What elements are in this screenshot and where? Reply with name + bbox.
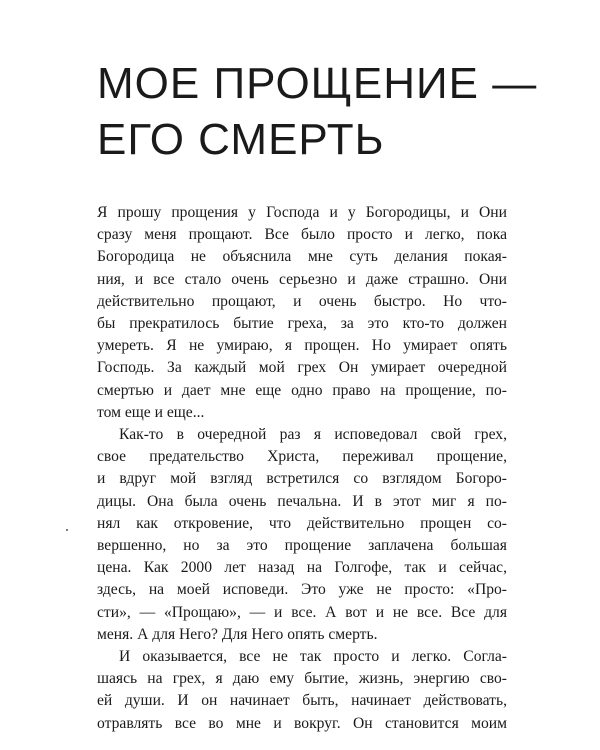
text-line: смертью и дает мне еще одно право на прощение, по- (97, 381, 507, 399)
text-line: и вдруг мой взгляд встретился со взглядом Богоро- (97, 470, 507, 488)
text-line: Богородица не объяснила мне суть делания покая- (97, 248, 507, 266)
text-line: том еще и еще... (97, 403, 205, 421)
text-line: шаясь на грех, я даю ему бытие, жизнь, энергию сво- (97, 670, 507, 688)
text-line: Господь. За каждый мой грех Он умирает очередной (97, 359, 507, 377)
text-line: вершенно, но за это прощение заплачена большая (97, 537, 507, 555)
text-line: умереть. Я не умираю, я прощен. Но умирает опять (97, 337, 507, 355)
text-line: нял как откровение, что действительно прощен со- (97, 514, 507, 532)
text-line: отравлять все во мне и вокруг. Он становится моим (97, 714, 507, 732)
text-line: Я прошу прощения у Господа и у Богородицы, и Они (97, 204, 507, 221)
chapter-title-line: ЕГО СМЕРТЬ (97, 115, 385, 164)
scan-speck (66, 529, 68, 531)
text-line: свое предательство Христа, переживал прощение, (97, 448, 507, 466)
text-line: действительно прощают, и очень быстро. Но что- (97, 292, 507, 310)
text-line: здесь, на моей исповеди. Это уже не просто: «Про- (97, 581, 507, 599)
text-line: цена. Как 2000 лет назад на Голгофе, так и сейчас, (97, 559, 507, 577)
text-line: меня. А для Него? Для Него опять смерть. (97, 625, 378, 643)
text-line: сти», — «Прощаю», — и все. А вот и не все. Все для (97, 603, 507, 621)
text-line: дицы. Она была очень печальна. И в этот миг я по- (97, 492, 507, 510)
text-line: ей души. И он начинает быть, начинает действовать, (97, 692, 507, 710)
body-text (97, 202, 507, 735)
text-line: сразу меня прощают. Все было просто и легко, пока (97, 226, 507, 244)
chapter-title (97, 56, 557, 168)
text-line: И оказывается, все не так просто и легко. Согла- (119, 648, 507, 666)
text-line: бы прекратилось бытие греха, за это кто-то должен (97, 315, 507, 333)
text-line: ния, и все стало очень серьезно и даже страшно. Они (97, 270, 507, 288)
chapter-title-line: МОЕ ПРОЩЕНИЕ — (97, 59, 538, 108)
text-line: Как-то в очередной раз я исповедовал свой грех, (119, 426, 507, 444)
